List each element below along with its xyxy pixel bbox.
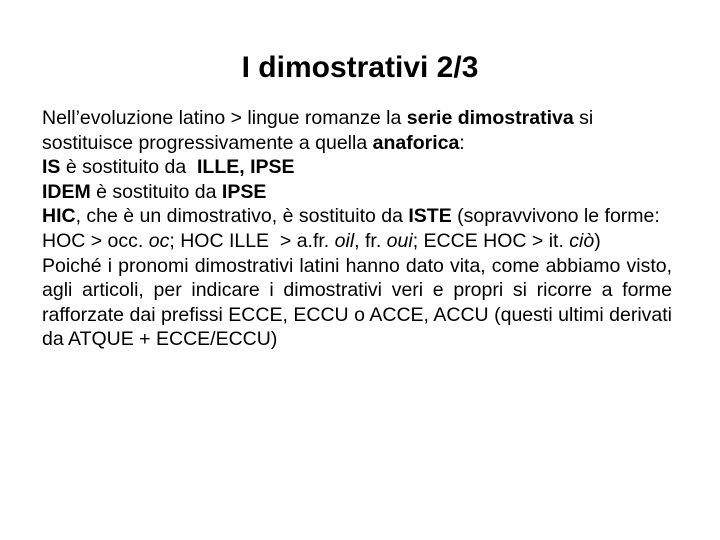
text-run: è sostituito da (90, 180, 222, 203)
bold-term-is: IS (42, 156, 61, 179)
italic-form-oil: oil (334, 229, 355, 252)
text-run: ; HOC ILLE > a.fr. (169, 229, 335, 252)
bold-term-ille-ipse: ILLE, IPSE (197, 156, 295, 179)
paragraph-is (42, 155, 672, 180)
paragraph-poiche: Poiché i pronomi dimostrativi latini hanno dato vita, come abbiamo visto, agli articoli, per indicare i dimostrativi veri e propri si ricorre a forme rafforzate dai prefissi ECCE, ECCU o ACCE, ACCU (questi ultimi derivati da ATQUE + ECCE/ECCU) (42, 254, 672, 351)
bold-term-serie-dimostrativa: serie dimostrativa (406, 107, 574, 129)
text-run: ; ECCE HOC > it. (412, 229, 570, 252)
text-run: , che è un dimostrativo, è sostituito da (75, 205, 409, 228)
text-run: : (459, 131, 465, 154)
slide-title: I dimostrativi 2/3 (241, 51, 479, 84)
italic-form-cio: ciò (569, 229, 595, 252)
bold-term-hic: HIC (42, 205, 76, 228)
paragraph-evolution (42, 106, 672, 155)
text-run: si sostituisce progressivamente a quella (42, 107, 594, 154)
text-run: Nell’evoluzione latino > lingue romanze la (42, 107, 407, 129)
text-run: ) (594, 229, 601, 252)
text-run: (sopravvivono le forme: HOC > occ. (42, 205, 660, 252)
bold-term-idem: IDEM (42, 180, 91, 203)
text-run: , fr. (354, 229, 387, 252)
bold-term-anaforica: anaforica (372, 131, 460, 154)
bold-term-ipse: IPSE (221, 180, 267, 203)
slide-body (42, 106, 672, 352)
paragraph-idem (42, 180, 672, 205)
italic-form-oc: oc (148, 229, 170, 252)
text-run: è sostituito da (60, 156, 198, 179)
bold-term-iste: ISTE (408, 205, 452, 228)
italic-form-oui: oui (386, 229, 413, 252)
paragraph-hic (42, 204, 672, 253)
